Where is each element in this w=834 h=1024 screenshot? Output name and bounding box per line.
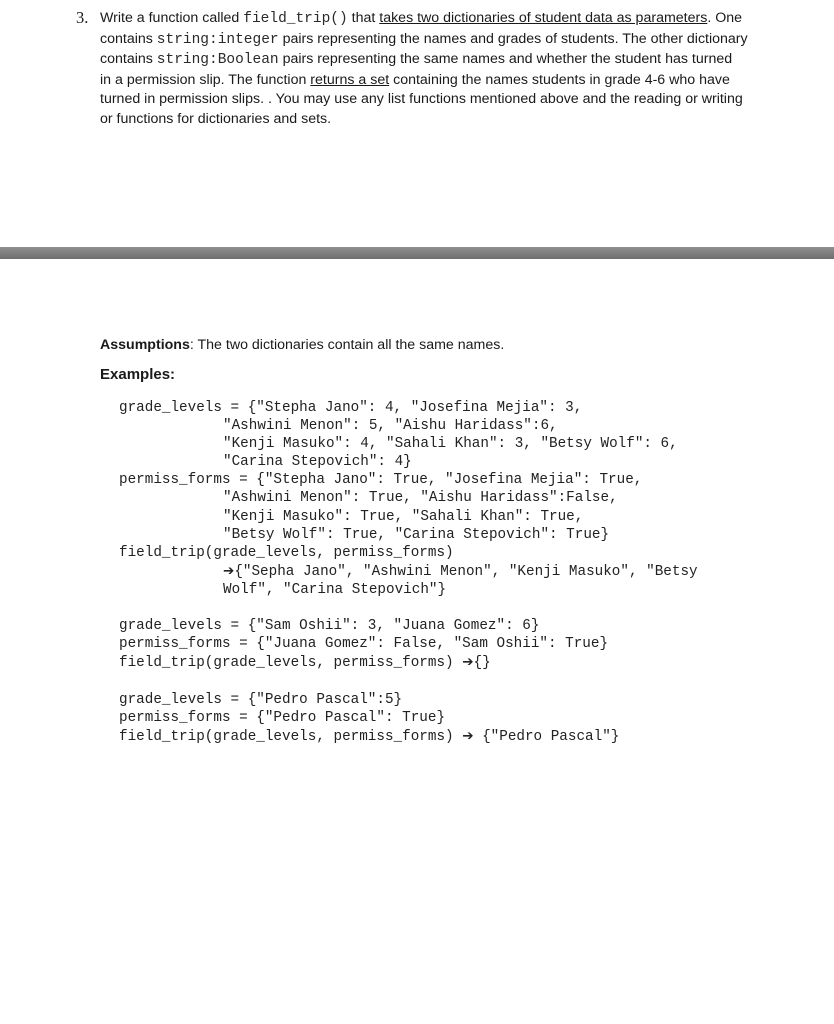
code-line [119, 691, 698, 709]
code-line [119, 635, 698, 653]
text-run: contains [100, 51, 157, 68]
text-run: pairs representing the names and grades of students. The other dictionary [278, 30, 748, 47]
question-line [100, 9, 790, 30]
question-line [100, 90, 790, 110]
code-text: "Ashwini Menon": 5, "Aishu Haridass":6, [223, 418, 558, 435]
assumptions-text: : The two dictionaries contain all the same names. [189, 337, 505, 353]
code-text: grade_levels = {"Sam Oshii": 3, "Juana Gomez": 6} [119, 618, 540, 635]
code-line [119, 581, 698, 599]
text-run: that [347, 10, 380, 26]
code-line [119, 709, 698, 727]
question-text [100, 9, 790, 130]
code-text: field_trip(grade_levels, permiss_forms) [119, 728, 463, 745]
code-line [119, 489, 698, 507]
underlined-text: returns a set [310, 71, 390, 88]
examples-heading: Examples: [100, 366, 176, 383]
code-text: field_trip(grade_levels, permiss_forms) [119, 655, 463, 672]
text-run: Write a function called [100, 10, 244, 26]
arrow-icon: ➔ [462, 654, 474, 671]
text-run: turned in permission slips. . You may use any list functions mentioned above and the reading or writing [100, 91, 743, 108]
question-line [100, 30, 790, 51]
code-line [119, 399, 698, 417]
code-text: {"Sepha Jano", "Ashwini Menon", "Kenji Masuko", "Betsy [234, 563, 698, 580]
code-line [119, 526, 698, 544]
inline-code: string:Boolean [156, 52, 279, 69]
code-text: "Ashwini Menon": True, "Aishu Haridass":False, [223, 490, 618, 507]
text-run: or functions for dictionaries and sets. [100, 110, 332, 127]
inline-code: string:integer [156, 31, 279, 48]
code-line [119, 435, 698, 453]
code-line [119, 453, 698, 471]
code-line [119, 617, 698, 635]
text-run: contains [100, 30, 157, 47]
question-line [100, 71, 790, 91]
underlined-text: takes two dictionaries of student data as parameters [379, 10, 708, 26]
code-text: permiss_forms = {"Pedro Pascal": True} [119, 709, 446, 726]
inline-code: field_trip() [243, 11, 348, 27]
arrow-icon: ➔ [462, 727, 474, 744]
code-text: permiss_forms = {"Stepha Jano": True, "Josefina Mejia": True, [119, 472, 643, 489]
code-line [119, 417, 698, 435]
question-number: 3. [76, 8, 89, 27]
example-gap [119, 672, 698, 690]
code-line [119, 471, 698, 489]
question-line [100, 50, 790, 71]
code-text: permiss_forms = {"Juana Gomez": False, "Sam Oshii": True} [119, 636, 609, 653]
assumptions-label: Assumptions [100, 337, 190, 353]
example-gap [119, 599, 698, 617]
code-line [119, 727, 698, 746]
text-run: . One [707, 10, 743, 26]
code-text: "Carina Stepovich": 4} [223, 454, 412, 471]
code-text: Wolf", "Carina Stepovich"} [223, 581, 447, 598]
code-text: "Betsy Wolf": True, "Carina Stepovich": True} [223, 526, 610, 543]
code-line [119, 653, 698, 672]
examples-code-block [119, 399, 698, 746]
code-text: grade_levels = {"Pedro Pascal":5} [119, 691, 403, 708]
code-result: {"Pedro Pascal"} [473, 728, 620, 745]
section-divider [0, 247, 834, 259]
question-line [100, 110, 790, 130]
code-text: "Kenji Masuko": True, "Sahali Khan": True, [223, 508, 584, 525]
code-text: "Kenji Masuko": 4, "Sahali Khan": 3, "Betsy Wolf": 6, [223, 436, 678, 453]
assumptions-paragraph [100, 336, 504, 354]
code-line [119, 508, 698, 526]
text-run: pairs representing the same names and whether the student has turned [278, 51, 733, 68]
text-run: containing the names students in grade 4-6 who have [389, 71, 730, 88]
code-line [119, 562, 698, 581]
code-result: {} [473, 655, 491, 672]
code-text: field_trip(grade_levels, permiss_forms) [119, 544, 454, 561]
arrow-icon: ➔ [223, 562, 235, 579]
text-run: in a permission slip. The function [100, 71, 311, 88]
code-line [119, 544, 698, 562]
code-text: grade_levels = {"Stepha Jano": 4, "Josefina Mejia": 3, [119, 400, 583, 416]
